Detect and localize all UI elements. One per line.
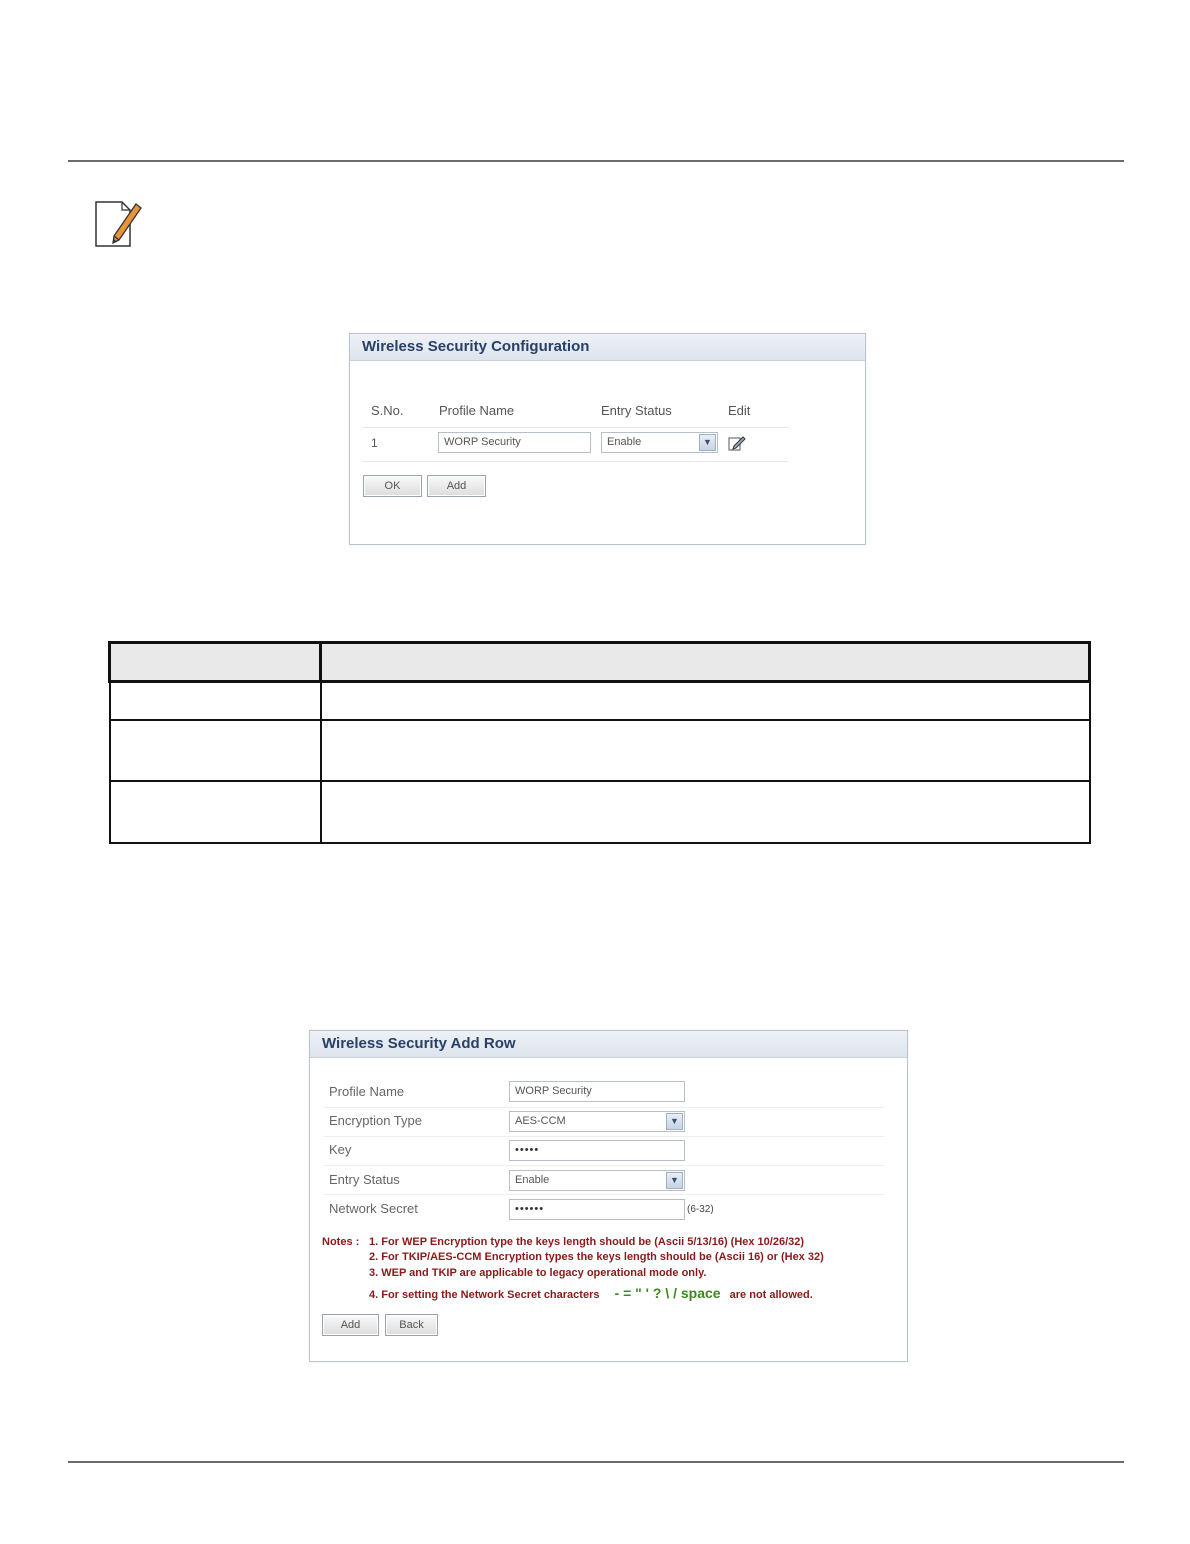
wireless-security-configuration-panel bbox=[349, 333, 866, 545]
back-button[interactable]: Back bbox=[385, 1314, 438, 1336]
note-2: 2. For TKIP/AES-CCM Encryption types the keys length should be (Ascii 16) or (Hex 32) bbox=[369, 1251, 824, 1263]
divider bbox=[363, 461, 788, 462]
divider bbox=[324, 1136, 884, 1137]
network-secret-hint: (6-32) bbox=[687, 1204, 714, 1215]
note-4-chars: - = " ' ? \ / space bbox=[614, 1285, 721, 1301]
profile-name-input[interactable]: WORP Security bbox=[438, 432, 591, 453]
bottom-rule bbox=[68, 1461, 1124, 1463]
wireless-security-add-row-panel bbox=[309, 1030, 908, 1362]
add-button[interactable]: Add bbox=[322, 1314, 379, 1336]
divider bbox=[324, 1194, 884, 1195]
column-header-entry-status: Entry Status bbox=[601, 403, 672, 418]
note-1: 1. For WEP Encryption type the keys length should be (Ascii 5/13/16) (Hex 10/26/32) bbox=[369, 1236, 805, 1248]
chevron-down-icon: ▼ bbox=[699, 434, 716, 451]
divider bbox=[363, 427, 788, 428]
entry-status-select[interactable] bbox=[601, 432, 718, 453]
entry-status-value: Enable bbox=[607, 436, 642, 448]
notes-prefix: Notes : bbox=[322, 1236, 360, 1248]
table-row bbox=[110, 781, 1090, 843]
entry-status-select[interactable] bbox=[509, 1170, 685, 1191]
panel-title: Wireless Security Configuration bbox=[350, 334, 865, 361]
row-sno: 1 bbox=[371, 436, 378, 450]
encryption-type-select[interactable] bbox=[509, 1111, 685, 1132]
column-header-edit: Edit bbox=[728, 403, 751, 418]
note-4 bbox=[369, 1285, 813, 1301]
encryption-type-label: Encryption Type bbox=[329, 1113, 422, 1128]
entry-status-value: Enable bbox=[515, 1174, 550, 1186]
column-header-profile-name: Profile Name bbox=[439, 403, 515, 418]
table-header-row bbox=[110, 643, 1090, 682]
chevron-down-icon: ▼ bbox=[666, 1172, 683, 1189]
table-row bbox=[110, 682, 1090, 721]
key-input[interactable]: ••••• bbox=[509, 1140, 685, 1161]
key-label: Key bbox=[329, 1142, 352, 1157]
top-rule bbox=[68, 160, 1124, 162]
note-4-text: 4. For setting the Network Secret characters bbox=[369, 1289, 600, 1301]
ok-button[interactable]: OK bbox=[363, 475, 422, 497]
network-secret-label: Network Secret bbox=[329, 1201, 418, 1216]
note-4-suffix: are not allowed. bbox=[729, 1289, 813, 1301]
panel-title: Wireless Security Add Row bbox=[310, 1031, 907, 1058]
add-button[interactable]: Add bbox=[427, 475, 486, 497]
column-header-sno: S.No. bbox=[371, 403, 404, 418]
note-pencil-icon bbox=[92, 196, 144, 248]
divider bbox=[324, 1165, 884, 1166]
network-secret-input[interactable]: •••••• bbox=[509, 1199, 685, 1220]
edit-icon[interactable] bbox=[728, 434, 746, 452]
chevron-down-icon: ▼ bbox=[666, 1113, 683, 1130]
encryption-type-value: AES-CCM bbox=[515, 1115, 566, 1127]
profile-name-input[interactable]: WORP Security bbox=[509, 1081, 685, 1102]
entry-status-label: Entry Status bbox=[329, 1172, 400, 1187]
profile-name-label: Profile Name bbox=[329, 1084, 405, 1099]
table-row bbox=[110, 720, 1090, 781]
divider bbox=[324, 1107, 884, 1108]
note-3: 3. WEP and TKIP are applicable to legacy operational mode only. bbox=[369, 1267, 707, 1279]
parameter-table bbox=[108, 641, 1091, 844]
